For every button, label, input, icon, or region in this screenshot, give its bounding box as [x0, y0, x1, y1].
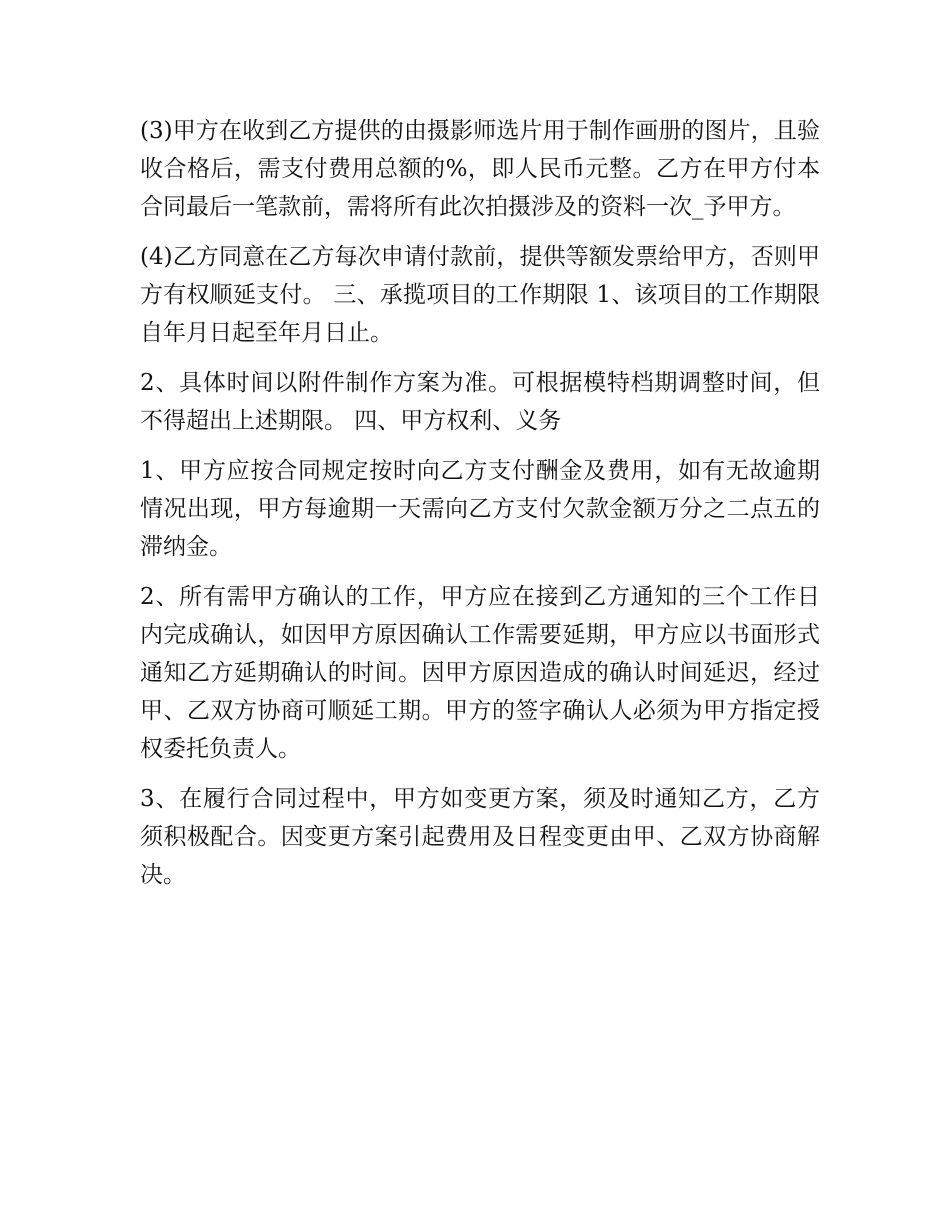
paragraph-obligation-1: 1、甲方应按合同规定按时向乙方支付酬金及费用，如有无故逾期情况出现，甲方每逾期一天需向乙方支付欠款金额万分之二点五的滞纳金。	[140, 458, 820, 560]
document-body	[140, 112, 820, 906]
paragraph-payment-3: (3)甲方在收到乙方提供的由摄影师选片用于制作画册的图片，且验收合格后，需支付费用总额的%，即人民币元整。乙方在甲方付本合同最后一笔款前，需将所有此次拍摄涉及的资料一次_予甲方。	[140, 118, 820, 220]
paragraph-schedule: 2、具体时间以附件制作方案为准。可根据模特档期调整时间，但不得超出上述期限。 四、甲方权利、义务	[140, 370, 820, 434]
paragraph-invoice-4: (4)乙方同意在乙方每次申请付款前，提供等额发票给甲方，否则甲方有权顺延支付。 三、承揽项目的工作期限 1、该项目的工作期限自年月日起至年月日止。	[140, 244, 820, 346]
paragraph-obligation-2: 2、所有需甲方确认的工作，甲方应在接到乙方通知的三个工作日内完成确认，如因甲方原因确认工作需要延期，甲方应以书面形式通知乙方延期确认的时间。因甲方原因造成的确认时间延迟，经过甲、乙双方协商可顺延工期。甲方的签字确认人必须为甲方指定授权委托负责人。	[140, 584, 820, 762]
paragraph-obligation-3: 3、在履行合同过程中，甲方如变更方案，须及时通知乙方，乙方须积极配合。因变更方案引起费用及日程变更由甲、乙双方协商解决。	[140, 786, 820, 888]
